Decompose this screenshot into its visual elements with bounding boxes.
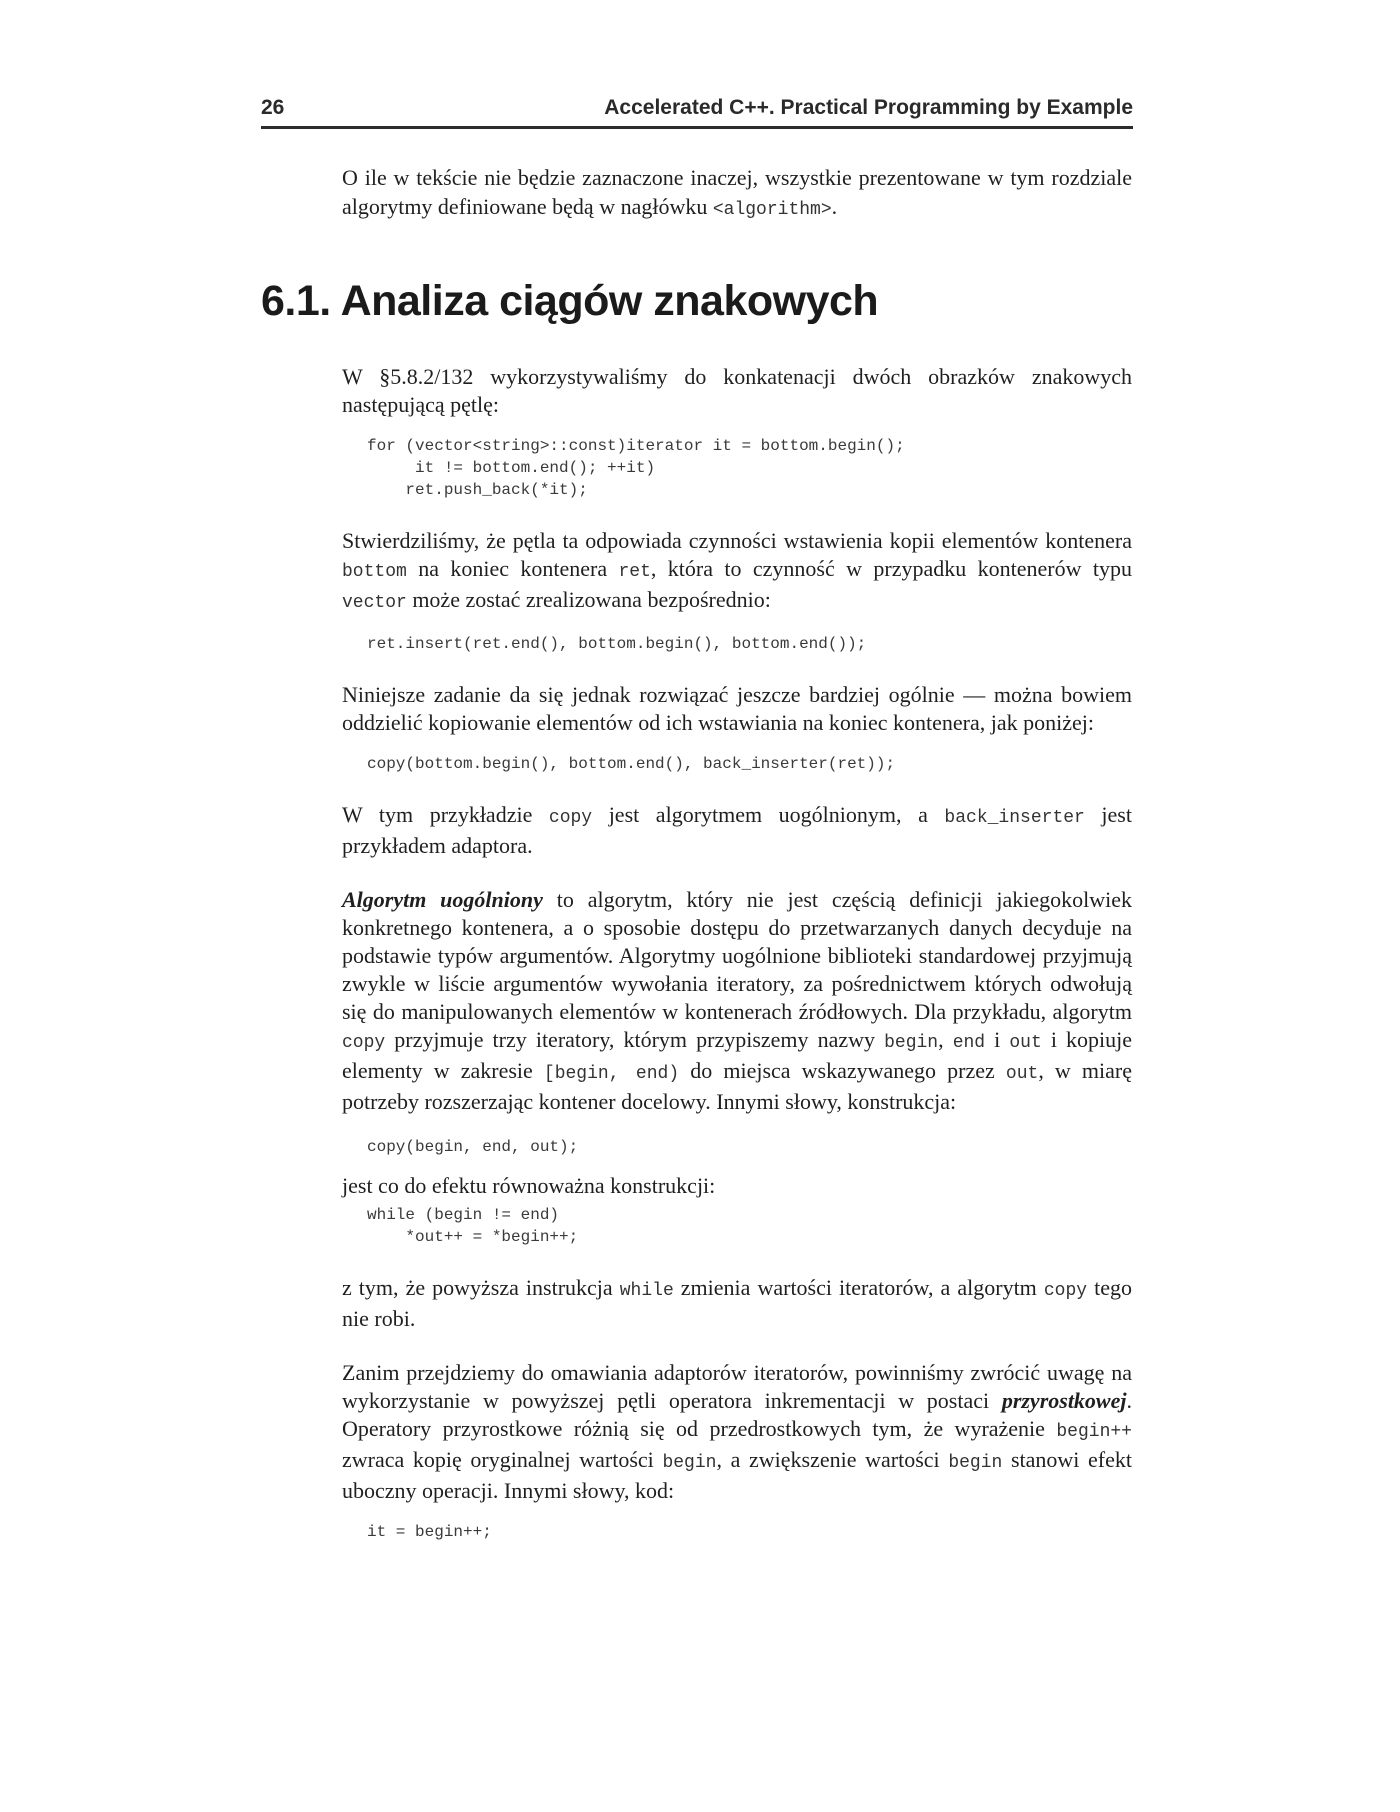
- paragraph-text: , a zwiększenie wartości: [716, 1447, 949, 1472]
- paragraph-text: . Operatory przyrostkowe różnią się od przedrostkowych tym, że wyrażenie: [342, 1388, 1132, 1441]
- paragraph-text: może zostać zrealizowana bezpośrednio:: [406, 587, 771, 612]
- paragraph-text: zwraca kopię oryginalnej wartości: [342, 1447, 663, 1472]
- inline-code: begin: [884, 1033, 939, 1053]
- paragraph-text: W tym przykładzie: [342, 802, 549, 827]
- inline-code: <algorithm>: [712, 200, 832, 220]
- inline-code: [begin, end): [543, 1064, 680, 1084]
- paragraph-text: to algorytm, który nie jest częścią definicji jakiegokolwiek konkretnego kontenera, a o sposobie dostępu do przetwarzanych danych decyduje na podstawie typów argumentów. Algorytmy uogólnione biblioteki standardowej przyjmują zwykle w liście argumentów wywołania iteratory, za pośrednictwem których odwołują się do manipulowanych elementów w kontenerach źródłowych. Dla przykładu, algorytm: [342, 887, 1132, 1024]
- defined-term: Algorytm uogólniony: [342, 887, 543, 912]
- page-header: [261, 96, 1133, 129]
- paragraph-text: zmienia wartości iteratorów, a algorytm: [673, 1275, 1044, 1300]
- paragraph-text: przyjmuje trzy iteratory, którym przypiszemy nazwy: [385, 1027, 885, 1052]
- paragraph-text: stanowi efekt uboczny operacji. Innymi słowy, kod:: [342, 1447, 1133, 1503]
- inline-code: back_inserter: [944, 808, 1085, 828]
- paragraph-3: Niniejsze zadanie da się jednak rozwiązać jeszcze bardziej ogólnie — można bowiem oddzielić kopiowanie elementów od ich wstawiania na koniec kontenera, jak poniżej:: [342, 682, 1132, 735]
- inline-code: begin: [948, 1453, 1003, 1473]
- code-block-while: while (begin != end) *out++ = *begin++;: [367, 1206, 579, 1246]
- paragraph-2: [342, 527, 1132, 617]
- running-title: Accelerated C++. Practical Programming by Example: [604, 96, 1133, 119]
- inline-code: copy: [548, 808, 593, 828]
- paragraph-8: [342, 1359, 1132, 1505]
- paragraph-text: Stwierdziliśmy, że pętla ta odpowiada czynności wstawienia kopii elementów kontenera: [342, 528, 1132, 553]
- paragraph-text: do miejsca wskazywanego przez: [679, 1058, 1006, 1083]
- inline-code: out: [1009, 1033, 1042, 1053]
- code-block-insert: ret.insert(ret.end(), bottom.begin(), bottom.end());: [367, 635, 867, 653]
- code-block-postincrement: it = begin++;: [367, 1523, 492, 1541]
- inline-code: ret: [618, 562, 651, 582]
- inline-code: begin: [662, 1453, 717, 1473]
- defined-term: przyrostkowej: [1001, 1388, 1127, 1413]
- inline-code: copy: [1043, 1281, 1088, 1301]
- paragraph-text: i kopiuje elementy w zakresie: [342, 1027, 1133, 1083]
- inline-code: while: [619, 1281, 674, 1301]
- paragraph-text: z tym, że powyższa instrukcja: [342, 1275, 620, 1300]
- code-block-copy-inserter: copy(bottom.begin(), bottom.end(), back_inserter(ret));: [367, 755, 896, 773]
- inline-code: end: [952, 1033, 986, 1053]
- inline-code: vector: [342, 593, 407, 613]
- inline-code: begin++: [1056, 1422, 1132, 1442]
- paragraph-1: W §5.8.2/132 wykorzystywaliśmy do konkatenacji dwóch obrazków znakowych następującą pętlę:: [342, 364, 1132, 417]
- code-block-loop: for (vector<string>::const)iterator it = bottom.begin(); it != bottom.end(); ++it) ret.push_back(*it);: [367, 437, 905, 499]
- paragraph-text: , w miarę potrzeby rozszerzając kontener docelowy. Innymi słowy, konstrukcja:: [342, 1058, 1132, 1114]
- intro-paragraph: [342, 163, 1132, 225]
- inline-code: out: [1005, 1064, 1039, 1084]
- intro-text: O ile w tekście nie będzie zaznaczone inaczej, wszystkie prezentowane w tym rozdziale algorytmy definiowane będą w nagłówku: [342, 165, 1132, 219]
- paragraph-7: [342, 1274, 1132, 1333]
- paragraph-text: jest algorytmem uogólnionym, a: [592, 802, 945, 827]
- paragraph-5: [342, 886, 1132, 1116]
- code-block-copy: copy(begin, end, out);: [367, 1138, 579, 1156]
- paragraph-text: , która to czynność w przypadku kontenerów typu: [650, 556, 1132, 581]
- paragraph-text: i: [985, 1027, 1010, 1052]
- paragraph-6: jest co do efektu równoważna konstrukcji:: [342, 1173, 716, 1198]
- paragraph-text: na koniec kontenera: [406, 556, 619, 581]
- inline-code: copy: [342, 1033, 386, 1053]
- paragraph-text: Zanim przejdziemy do omawiania adaptorów iteratorów, powinniśmy zwrócić uwagę na wykorzystanie w powyższej pętli operatora inkrementacji w postaci: [342, 1360, 1132, 1413]
- page-number: 26: [261, 96, 285, 119]
- paragraph-4: [342, 801, 1132, 860]
- paragraph-text: ,: [938, 1027, 953, 1052]
- inline-code: bottom: [342, 562, 407, 582]
- paragraph-text: tego nie robi.: [342, 1275, 1132, 1331]
- section-body: [342, 363, 1132, 1569]
- section-heading: 6.1. Analiza ciągów znakowych: [261, 277, 879, 325]
- paragraph-text: jest przykładem adaptora.: [342, 802, 1132, 858]
- intro-text: .: [831, 194, 838, 219]
